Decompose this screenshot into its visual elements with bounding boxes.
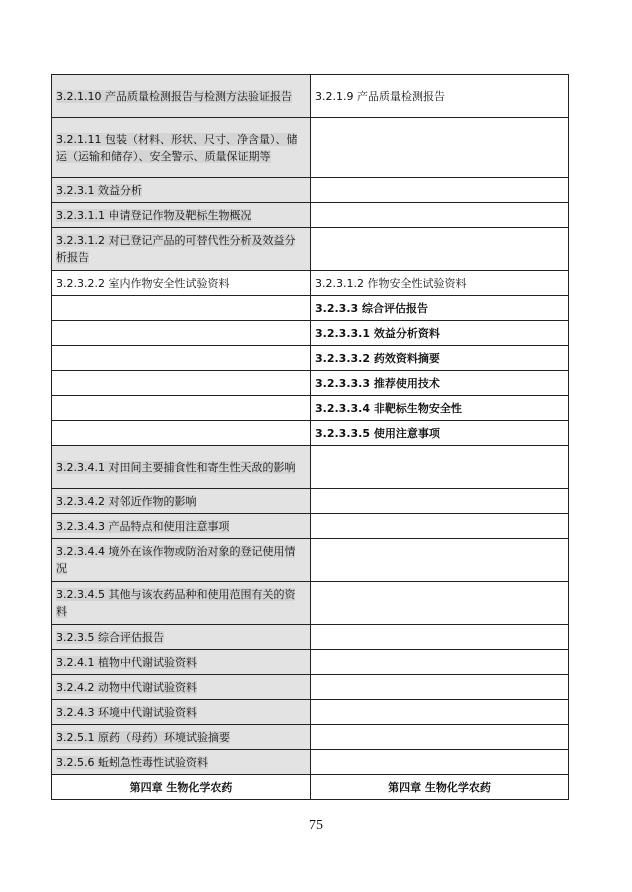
table-row (52, 539, 569, 582)
table-row (52, 371, 569, 396)
new-item-cell (311, 650, 569, 675)
chapter-left-cell: 第四章 生物化学农药 (52, 775, 311, 800)
new-item-cell (311, 725, 569, 750)
table-row (52, 675, 569, 700)
new-item-cell (311, 489, 569, 514)
table-row (52, 700, 569, 725)
new-item-cell (311, 700, 569, 725)
old-item-cell (52, 489, 311, 514)
table-row (52, 75, 569, 118)
comparison-table (51, 74, 569, 800)
old-item-cell (52, 396, 311, 421)
table-row (52, 514, 569, 539)
table-row (52, 725, 569, 750)
new-item-cell (311, 514, 569, 539)
old-item-cell (52, 178, 311, 203)
old-item-cell (52, 625, 311, 650)
old-item-cell (52, 675, 311, 700)
new-item-cell (311, 582, 569, 625)
chapter-row (52, 775, 569, 800)
table-row (52, 750, 569, 775)
old-item-cell (52, 371, 311, 396)
old-item-cell (52, 539, 311, 582)
old-item-cell (52, 118, 311, 178)
old-item-text: 3.2.3.1.2 对已登记产品的可替代性分析及效益分析报告 (56, 234, 296, 264)
table-row (52, 446, 569, 489)
old-item-text: 3.2.5.6 蚯蚓急性毒性试验资料 (56, 755, 208, 769)
table-row (52, 271, 569, 296)
old-item-cell (52, 725, 311, 750)
new-item-cell: 3.2.1.9 产品质量检测报告 (311, 75, 569, 118)
old-item-text: 3.2.1.11 包装（材料、形状、尺寸、净含量）、储运（运输和储存）、安全警示、质量保证期等 (56, 132, 298, 163)
table-row (52, 650, 569, 675)
table-row (52, 228, 569, 271)
table-row (52, 296, 569, 321)
new-item-cell (311, 675, 569, 700)
new-item-cell: 3.2.3.3 综合评估报告 (311, 296, 569, 321)
new-item-cell (311, 178, 569, 203)
old-item-text: 3.2.3.4.2 对邻近作物的影响 (56, 494, 197, 508)
new-item-cell (311, 203, 569, 228)
new-item-cell (311, 118, 569, 178)
new-item-cell: 3.2.3.3.3 推荐使用技术 (311, 371, 569, 396)
table-row (52, 203, 569, 228)
old-item-text: 3.2.1.10 产品质量检测报告与检测方法验证报告 (56, 89, 292, 103)
old-item-cell (52, 650, 311, 675)
table-row (52, 582, 569, 625)
old-item-text: 3.2.3.4.1 对田间主要捕食性和寄生性天敌的影响 (56, 460, 296, 474)
table-row (52, 421, 569, 446)
table-row (52, 625, 569, 650)
new-item-cell (311, 228, 569, 271)
old-item-cell (52, 296, 311, 321)
new-item-cell: 3.2.3.3.5 使用注意事项 (311, 421, 569, 446)
new-item-cell (311, 750, 569, 775)
old-item-text: 3.2.5.1 原药（母药）环境试验摘要 (56, 730, 230, 744)
old-item-cell (52, 346, 311, 371)
new-item-cell: 3.2.3.3.1 效益分析资料 (311, 321, 569, 346)
old-item-text: 3.2.4.3 环境中代谢试验资料 (56, 705, 197, 719)
old-item-cell (52, 514, 311, 539)
table-row (52, 346, 569, 371)
old-item-cell (52, 446, 311, 489)
old-item-cell (52, 750, 311, 775)
old-item-cell (52, 421, 311, 446)
old-item-text: 3.2.3.4.3 产品特点和使用注意事项 (56, 519, 230, 533)
old-item-text: 3.2.3.1.1 申请登记作物及靶标生物概况 (56, 208, 252, 222)
table-row (52, 321, 569, 346)
page-number: 75 (309, 818, 323, 833)
chapter-right-cell: 第四章 生物化学农药 (311, 775, 569, 800)
old-item-cell (52, 271, 311, 296)
old-item-text: 3.2.3.1 效益分析 (56, 183, 142, 197)
table-row (52, 178, 569, 203)
table-body (52, 75, 569, 775)
table-row (52, 489, 569, 514)
new-item-cell: 3.2.3.3.2 药效资料摘要 (311, 346, 569, 371)
new-item-cell (311, 446, 569, 489)
old-item-text: 3.2.3.5 综合评估报告 (56, 630, 164, 644)
new-item-cell: 3.2.3.1.2 作物安全性试验资料 (311, 271, 569, 296)
old-item-cell (52, 321, 311, 346)
old-item-text: 3.2.3.4.4 境外在该作物或防治对象的登记使用情况 (56, 545, 296, 575)
old-item-cell (52, 203, 311, 228)
new-item-cell: 3.2.3.3.4 非靶标生物安全性 (311, 396, 569, 421)
old-item-text: 3.2.4.1 植物中代谢试验资料 (56, 655, 197, 669)
table-row (52, 396, 569, 421)
old-item-cell (52, 228, 311, 271)
old-item-text: 3.2.3.2.2 室内作物安全性试验资料 (56, 276, 230, 290)
old-item-cell (52, 75, 311, 118)
old-item-text: 3.2.3.4.5 其他与该农药品种和使用范围有关的资料 (56, 588, 296, 618)
old-item-cell (52, 700, 311, 725)
new-item-cell (311, 539, 569, 582)
table-row (52, 118, 569, 178)
old-item-text: 3.2.4.2 动物中代谢试验资料 (56, 680, 197, 694)
old-item-cell (52, 582, 311, 625)
new-item-cell (311, 625, 569, 650)
